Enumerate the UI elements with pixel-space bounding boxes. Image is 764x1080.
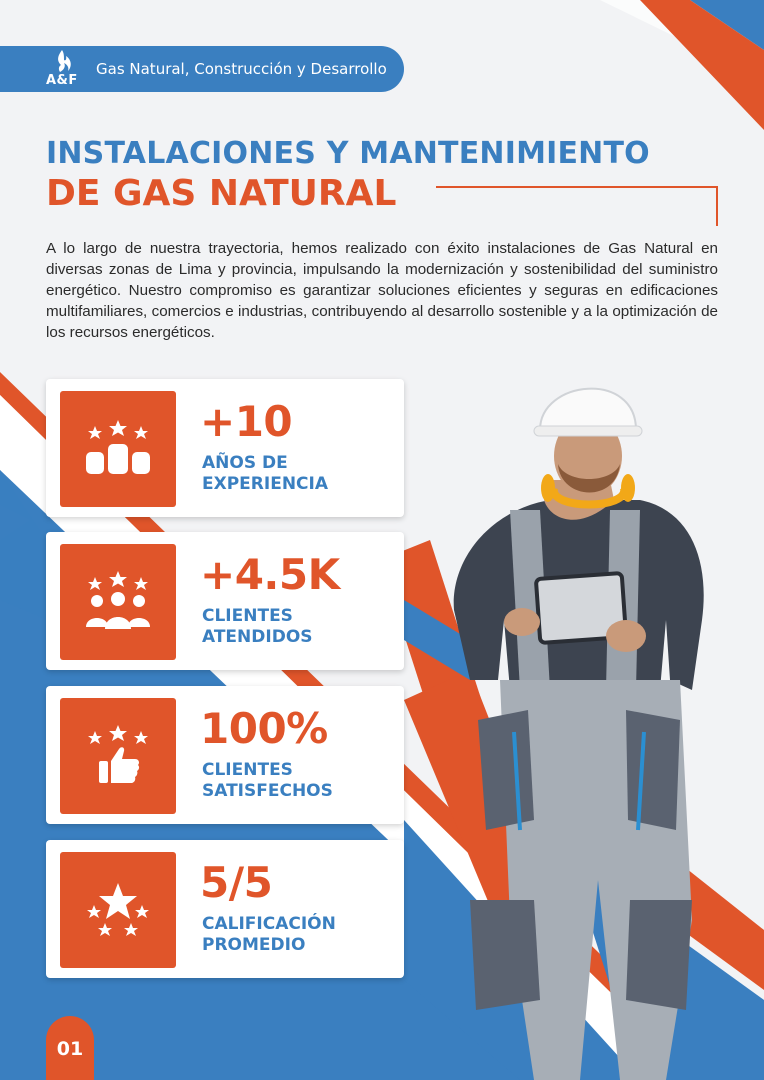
stars-people-icon [83, 571, 153, 633]
stat-icon-box [60, 698, 176, 814]
company-logo [42, 46, 88, 92]
stat-label-line-2: EXPERIENCIA [202, 474, 329, 494]
stars-rating-icon [83, 879, 153, 941]
stat-label [202, 453, 392, 495]
stat-card-clients [46, 532, 404, 670]
header-tagline: Gas Natural, Construcción y Desarrollo [96, 60, 387, 78]
title-accent-tick [716, 186, 718, 226]
stat-label-line-1: AÑOS DE [202, 453, 288, 473]
stat-label [202, 914, 392, 956]
page-title-line-1: INSTALACIONES Y MANTENIMIENTO [46, 136, 650, 171]
stat-icon-box [60, 391, 176, 507]
worker-photo [430, 360, 764, 1080]
stat-label-line-2: SATISFECHOS [202, 781, 333, 801]
stat-icon-box [60, 544, 176, 660]
stat-number: 100% [200, 704, 328, 753]
intro-paragraph: A lo largo de nuestra trayectoria, hemos realizado con éxito instalaciones de Gas Natural en diversas zonas de Lima y provincia, impulsando la modernización y sostenibilidad del suministro energético. Nuestro compromiso es garantizar soluciones eficientes y seguras en edificaciones multifamiliares, comercios e industrias, contribuyendo al desarrollo sostenible y a la optimización de los recursos energéticos. [46, 240, 718, 341]
stat-label-line-1: CALIFICACIÓN [202, 914, 336, 934]
stat-label [202, 760, 392, 802]
stat-label-line-2: PROMEDIO [202, 935, 306, 955]
page-number: 01 [46, 1016, 94, 1080]
title-accent-line [436, 186, 718, 188]
stat-label-line-1: CLIENTES [202, 760, 293, 780]
stat-icon-box [60, 852, 176, 968]
stat-card-satisfaction [46, 686, 404, 824]
stat-number: 5/5 [200, 858, 273, 907]
stat-card-experience [46, 379, 404, 517]
stars-podium-icon [83, 418, 153, 480]
logo-wordmark: A&F [46, 73, 78, 88]
stat-card-rating [46, 840, 404, 978]
page-title-line-2: DE GAS NATURAL [46, 173, 397, 214]
stars-thumbs-up-icon [83, 725, 153, 787]
stat-label-line-1: CLIENTES [202, 606, 293, 626]
stat-number: +4.5K [200, 550, 340, 599]
stat-label-line-2: ATENDIDOS [202, 627, 313, 647]
stat-label [202, 606, 392, 648]
header-banner [0, 46, 404, 92]
stat-number: +10 [200, 397, 293, 446]
